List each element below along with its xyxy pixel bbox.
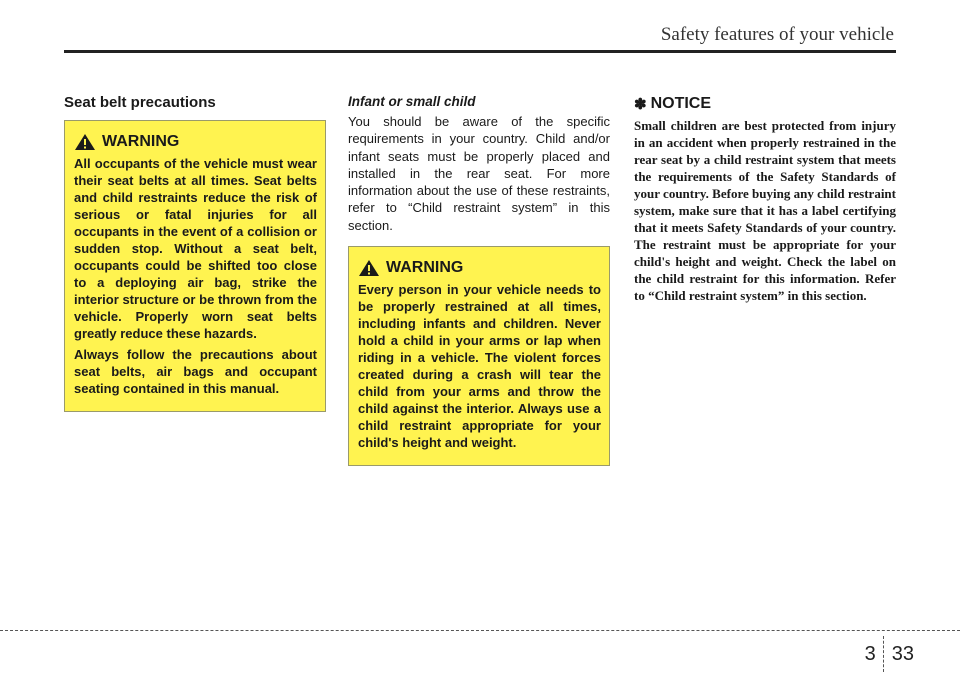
warning-title-text: WARNING — [386, 259, 464, 277]
page-header-title: Safety features of your vehicle — [660, 24, 894, 45]
warning-title-text: WARNING — [102, 133, 180, 150]
notice-star-icon: ✽ — [634, 96, 647, 113]
header-rule — [64, 50, 896, 53]
notice-heading-text: NOTICE — [650, 95, 712, 112]
page-number-value: 33 — [891, 642, 914, 665]
page-number — [865, 636, 914, 672]
right-column — [634, 94, 896, 304]
warning-title — [74, 133, 317, 151]
section-heading: Seat belt precautions — [64, 94, 216, 111]
warning-title — [358, 259, 601, 277]
left-column — [64, 94, 326, 412]
notice-heading — [634, 95, 896, 113]
footer-rule — [0, 630, 960, 631]
notice-paragraph: Small children are best protected from injury in an accident when properly restrained in the rear seat by a child restraint system that meets the requirements of the Safety Standards of your country. Before buying any child restraint system, make sure that it has a label certifying that it meets Safety Standards of your country. The restraint must be appropriate for your child's height and weight. Check the label on the child restraint for this information. Refer to “Child restraint system” in this section. — [634, 118, 896, 303]
middle-column — [348, 94, 610, 466]
warning-paragraph: Always follow the precautions about seat belts, air bags and occupant seating contained in this manual. — [74, 347, 317, 396]
warning-box-seat-belts — [64, 120, 326, 412]
warning-paragraph: All occupants of the vehicle must wear their seat belts at all times. Seat belts and child restraints reduce the risk of serious or fatal injuries for all occupants in the event of a collision or sudden stop. Without a seat belt, occupants could be shifted too close to a deploying air bag, strike the interior structure or be thrown from the vehicle. Properly worn seat belts greatly reduce these hazards. — [74, 156, 317, 341]
page-number-separator — [883, 636, 885, 672]
warning-paragraph: Every person in your vehicle needs to be properly restrained at all times, including infants and children. Never hold a child in your arms or lap when riding in a vehicle. The violent forces created during a crash will tear the child from your arms and throw the child against the interior. Always use a child restraint appropriate for your child's height and weight. — [358, 282, 601, 451]
subheading-infant: Infant or small child — [348, 94, 476, 109]
chapter-number: 3 — [864, 642, 876, 665]
body-paragraph: You should be aware of the specific requirements in your country. Child and/or infant seats must be properly placed and installed in the rear seat. For more information about the use of these restraints, refer to “Child restraint system” in this section. — [348, 114, 610, 233]
warning-box-children — [348, 246, 610, 466]
warning-triangle-icon — [74, 133, 96, 151]
warning-triangle-icon — [358, 259, 380, 277]
